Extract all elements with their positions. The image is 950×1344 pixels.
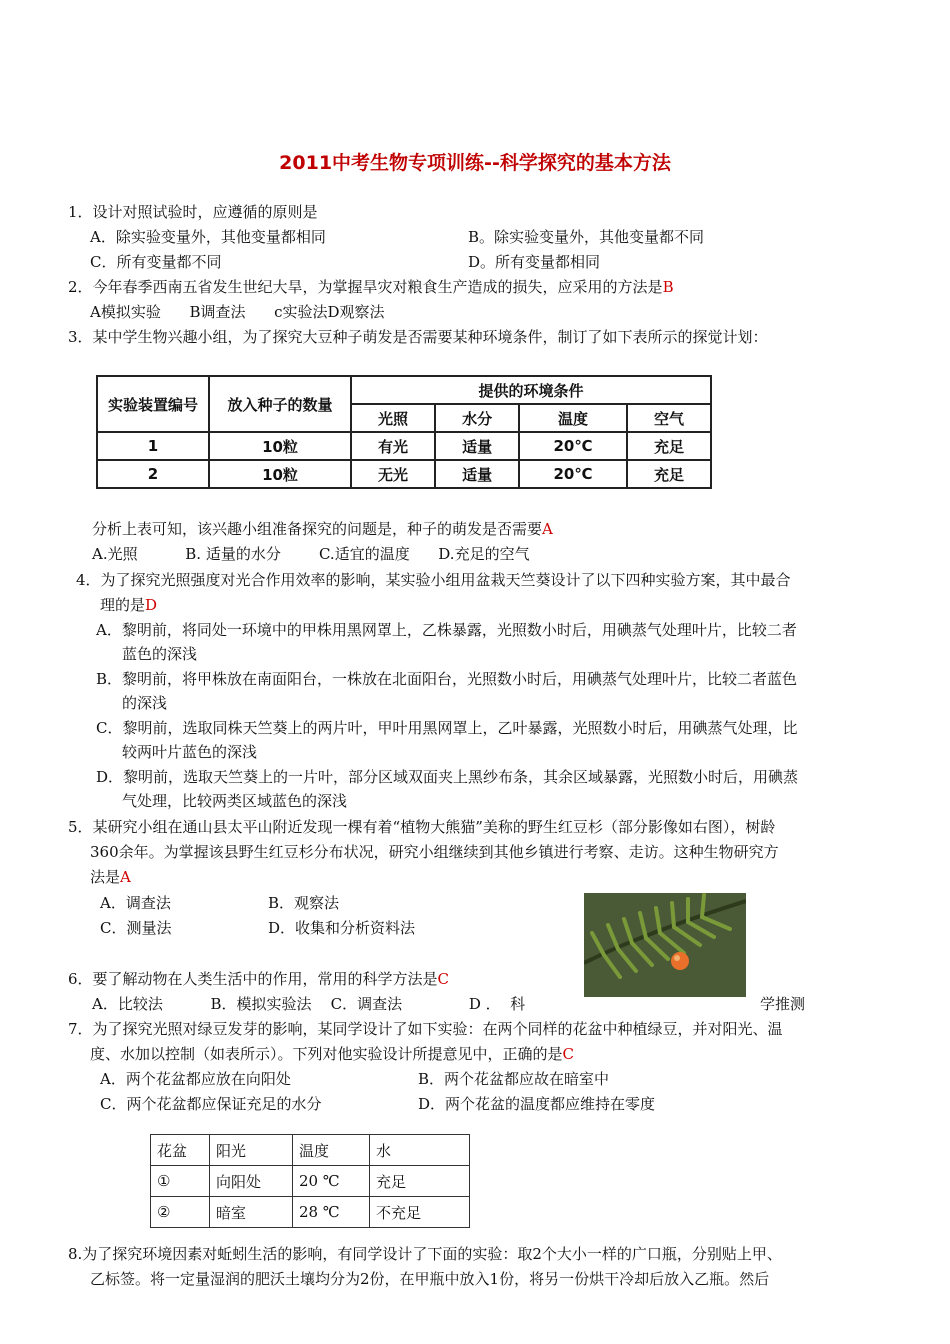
q5-line1: 5．某研究小组在通山县太平山附近发现一棵有着“植物大熊猫”美称的野生红豆杉（部分影像如右图），树龄 (68, 818, 776, 836)
table-cell: 充足 (370, 1166, 470, 1197)
table-cell: 充足 (627, 460, 711, 488)
q6-options-tail: 学推测 (760, 995, 806, 1013)
q6-options: A．比较法 B．模拟实验法 C．调查法 D ． 科 (92, 995, 526, 1013)
q4-stem-text: 理的是 (100, 596, 146, 614)
q1-stem: 1．设计对照试验时，应遵循的原则是 (68, 203, 318, 221)
q4-stem-line2 (100, 594, 157, 616)
table-cell: 有光 (351, 432, 435, 460)
q5-option-c: C．测量法 (100, 919, 172, 937)
q5-line3-text: 法是 (90, 868, 121, 886)
q3-table-header-conditions: 提供的环境条件 (351, 376, 711, 404)
q7-answer: C (562, 1045, 574, 1063)
table-row (97, 432, 711, 460)
table-cell: 20 ℃ (293, 1166, 370, 1197)
q7-line2-text: 度、水加以控制（如表所示）。下列对他实验设计所提意见中，正确的是 (90, 1045, 563, 1063)
yew-branch-image (584, 893, 746, 997)
q3-table (96, 375, 712, 489)
q3-table-sub-light: 光照 (351, 404, 435, 432)
q4-option-b-line1: B．黎明前，将甲株放在南面阳台，一株放在北面阳台，光照数小时后，用碘蒸气处理叶片，比较二者蓝色 (96, 670, 798, 688)
table-cell: 暗室 (210, 1197, 293, 1228)
q2-answer: B (662, 278, 674, 296)
q8-line1: 8.为了探究环境因素对蚯蚓生活的影响，有同学设计了下面的实验：取2个大小一样的广口瓶，分别贴上甲、 (68, 1245, 782, 1263)
q5-option-a: A．调查法 (100, 894, 171, 912)
q7-line2 (90, 1043, 574, 1065)
q1-option-b: B。除实验变量外，其他变量都不同 (468, 228, 705, 246)
q4-option-c-line1: C．黎明前，选取同株天竺葵上的两片叶，甲叶用黑网罩上，乙叶暴露，光照数小时后，用碘蒸气处理，比 (96, 719, 798, 737)
table-header-cell: 水 (370, 1135, 470, 1166)
q4-option-d-line1: D．黎明前，选取天竺葵上的一片叶，部分区域双面夹上黑纱布条，其余区域暴露，光照数小时后，用碘蒸 (96, 768, 799, 786)
q7-option-a: A．两个花盆都应放在向阳处 (100, 1070, 291, 1088)
q7-line1: 7．为了探究光照对绿豆发芽的影响，某同学设计了如下实验：在两个同样的花盆中种植绿豆，并对阳光、温 (68, 1020, 783, 1038)
q7-option-c: C．两个花盆都应保证充足的水分 (100, 1095, 322, 1113)
q3-question (92, 518, 553, 540)
q3-table-header-device: 实验装置编号 (97, 376, 209, 432)
table-cell: 10粒 (209, 432, 351, 460)
table-cell: ① (151, 1166, 210, 1197)
q4-answer: D (145, 596, 158, 614)
q4-option-a-line2: 蓝色的深浅 (122, 645, 198, 663)
table-cell: 不充足 (370, 1197, 470, 1228)
page-title: 2011中考生物专项训练--科学探究的基本方法 (279, 152, 671, 174)
table-cell: 10粒 (209, 460, 351, 488)
q7-option-d: D．两个花盆的温度都应维持在零度 (418, 1095, 656, 1113)
table-cell: ② (151, 1197, 210, 1228)
q6-answer: C (437, 970, 450, 988)
table-header-cell: 阳光 (210, 1135, 293, 1166)
table-header-cell: 花盆 (151, 1135, 210, 1166)
q4-stem-line1: 4．为了探究光照强度对光合作用效率的影响，某实验小组用盆栽天竺葵设计了以下四种实验方案，其中最合 (76, 571, 791, 589)
q3-table-header-seeds: 放入种子的数量 (209, 376, 351, 432)
q3-answer: A (542, 520, 553, 538)
table-cell: 无光 (351, 460, 435, 488)
q3-table-sub-air: 空气 (627, 404, 711, 432)
table-cell: 1 (97, 432, 209, 460)
q5-line2: 360余年。为掌握该县野生红豆杉分布状况，研究小组继续到其他乡镇进行考察、走访。这种生物研究方 (90, 843, 779, 861)
q4-option-c-line2: 较两叶片蓝色的深浅 (122, 743, 258, 761)
q7-option-b: B．两个花盆都应故在暗室中 (418, 1070, 610, 1088)
q8-line2: 乙标签。将一定量湿润的肥沃土壤均分为2份，在甲瓶中放入1份，将另一份烘干冷却后放入乙瓶。然后 (90, 1270, 770, 1288)
q3-stem: 3．某中学生物兴趣小组，为了探究大豆种子萌发是否需要某种环境条件，制订了如下表所示的探觉计划： (68, 328, 768, 346)
q4-option-a-line1: A．黎明前，将同处一环境中的甲株用黑网罩上，乙株暴露，光照数小时后，用碘蒸气处理叶片，比较二者 (96, 621, 797, 639)
table-row (97, 460, 711, 488)
q1-option-c: C．所有变量都不同 (90, 253, 222, 271)
table-cell: 28 ℃ (293, 1197, 370, 1228)
q3-table-sub-temp: 温度 (519, 404, 627, 432)
q3-table-sub-water: 水分 (435, 404, 519, 432)
q4-option-d-line2: 气处理，比较两类区域蓝色的深浅 (122, 792, 348, 810)
table-cell: 20℃ (519, 432, 627, 460)
table-header-row (151, 1135, 470, 1166)
table-cell: 适量 (435, 432, 519, 460)
q5-option-d: D．收集和分析资料法 (268, 919, 416, 937)
q2-stem (68, 276, 674, 298)
q6-stem (68, 968, 449, 990)
q7-table (150, 1134, 470, 1228)
yew-photo (584, 893, 746, 997)
q5-option-b: B．观察法 (268, 894, 340, 912)
q3-question-text: 分析上表可知，该兴趣小组准备探究的问题是，种子的萌发是否需要 (92, 520, 543, 538)
table-cell: 20℃ (519, 460, 627, 488)
q4-option-b-line2: 的深浅 (122, 694, 168, 712)
q5-line3 (90, 866, 131, 888)
table-cell: 充足 (627, 432, 711, 460)
q3-options: A.光照 B. 适量的水分 C.适宜的温度 D.充足的空气 (92, 545, 530, 563)
q6-stem-text: 6．要了解动物在人类生活中的作用，常用的科学方法是 (68, 970, 438, 988)
table-row (151, 1166, 470, 1197)
table-cell: 向阳处 (210, 1166, 293, 1197)
q1-option-a: A．除实验变量外，其他变量都相同 (90, 228, 326, 246)
table-cell: 适量 (435, 460, 519, 488)
q2-options: A模拟实验 B调查法 c实验法D观察法 (90, 303, 385, 321)
q1-option-d: D。所有变量都相同 (468, 253, 601, 271)
table-header-cell: 温度 (293, 1135, 370, 1166)
table-cell: 2 (97, 460, 209, 488)
q5-answer: A (120, 868, 131, 886)
table-row (151, 1197, 470, 1228)
q2-stem-text: 2．今年春季西南五省发生世纪大旱，为掌握旱灾对粮食生产造成的损失，应采用的方法是 (68, 278, 663, 296)
